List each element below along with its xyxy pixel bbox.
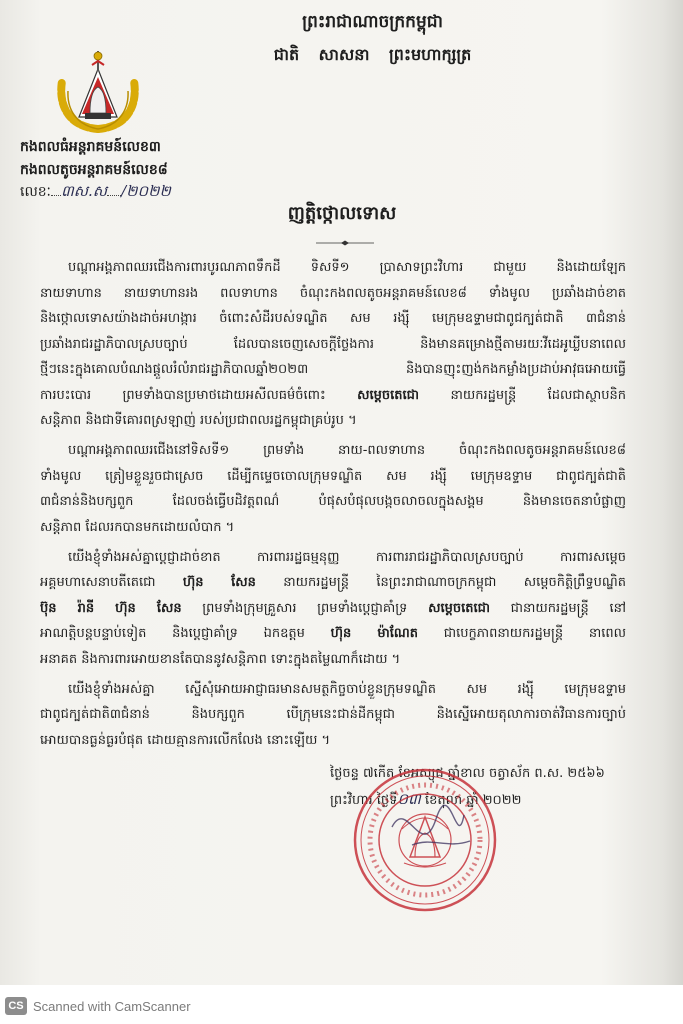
bold-name: ប៊ុន រ៉ានី ហ៊ុន សែន [40,600,182,616]
brigade-name: កងពលតូចអន្តរាគមន៍លេខ៨ [20,162,168,178]
text-line [40,255,626,281]
text-line [40,383,626,409]
kingdom-heading: ព្រះរាជាណាចក្រកម្ពុជា [302,12,443,32]
text-line [40,306,626,332]
text-segment: នាយករដ្ឋមន្ត្រី ដែលជាស្ថាបនិក [419,387,626,403]
text-line [40,357,626,383]
text-segment: ជាបេក្ខភាពនាយករដ្ឋមន្ត្រី នាពេល [418,626,626,641]
official-seal [352,767,498,913]
document-body [40,255,626,753]
bold-name: ហ៊ុន ម៉ាណែត [330,626,418,641]
text-line [40,647,626,673]
text-segment: បណ្តាអង្គភាពឈរជើងការពារបូរណភាពទឹកដី ទិសទី១ ប្រាសាទព្រះវិហារ ជាមួយ និងដោយឡែក [68,260,626,275]
text-segment: ព្រមទាំងក្រុមគ្រួសារ ព្រមទាំងប្តេជ្ញាគាំទ្រ [181,600,429,616]
text-line [40,515,626,541]
text-line [40,596,626,622]
bold-name: សម្តេចតេជោ [428,600,490,616]
bold-name: ហ៊ុន សែន [182,575,256,590]
national-motto: ជាតិ សាសនា ព្រះមហាក្សត្រ [273,45,472,64]
text-segment: និងថ្កោលទោសយ៉ាងដាច់អហង្ការ ចំពោះសំដីរបស់ទណ្ឌិត សម រង្ស៊ី មេក្រុមឧទ្ទាមជាពូជក្បត់ជាតិ ៣ជំនាន់ [40,311,626,326]
text-segment: សន្តិភាព និងជាទីគោរពស្រឡាញ់ របស់ប្រជាពលរដ្ឋកម្ពុជាគ្រប់រូប ។ [40,413,357,428]
text-line [40,545,626,571]
text-segment: យើងខ្ញុំទាំងអស់គ្នាប្តេជ្ញាដាច់ខាត ការពាររដ្ឋធម្មនុញ្ញ ការពាររាជរដ្ឋាភិបាលស្របច្បាប់ ការពារសម្តេច [68,549,626,565]
paragraph [40,545,626,673]
paragraph [40,677,626,754]
camscanner-logo-icon: CS [5,997,27,1015]
text-line [40,464,626,490]
text-segment: អាណត្តិបន្តបន្ទាប់ទៀត និងប្តេជ្ញាគាំទ្រ ឯកឧត្តម [40,626,331,641]
scanner-text: Scanned with CamScanner [33,998,191,1014]
lunar-date-line: ថ្ងៃចន្ទ ៧កើត ខែអស្សុជ ឆ្នាំខាល ចត្វាស័ក ព.ស. ២៥៦៦ [330,766,605,781]
text-segment: ទាំងមូល ត្រៀមខ្លួនរួចជាស្រេច ដើម្បីកម្ទេចចោលក្រុមទណ្ឌិត សម រង្ស៊ី មេក្រុមឧទ្ទាម ជាពូជក្បត់ជាតិ [40,468,626,484]
reference-label: លេខៈ [20,184,51,200]
text-line [40,570,626,596]
handwritten-ref-year: ២០២២ [126,182,171,200]
slash-mark: / [121,182,127,200]
dotted-leader [107,183,121,196]
text-segment: ថ្មីៗនេះក្នុងគោលបំណងផ្តួលរំលំរាជរដ្ឋាភិបាលឆ្នាំ២០២៣ និងបានញុះញង់កងកម្លាំងប្រដាប់អាវុធអោយធ្វើ [40,362,626,377]
text-line [40,677,626,703]
reference-number [20,180,220,203]
text-segment: ជាពូជក្បត់ជាតិ៣ជំនាន់ និងបក្សពួក បើក្រុមនេះជាន់ដីកម្ពុជា និងស្នើអោយតុលាការចាត់វិធានការច្បាប់ [40,707,626,722]
text-line [40,702,626,728]
text-line [40,332,626,358]
text-segment: អោយបានធ្ងន់ធ្ងរបំផុត ដោយគ្មានការលើកលែង នោះឡើយ ។ [40,732,331,748]
text-segment: សន្តិភាព ដែលរកបានមកដោយលំបាក ។ [40,519,235,535]
paragraph [40,255,626,434]
scanner-watermark [5,996,191,1016]
text-line [40,489,626,515]
text-segment: ៣ជំនាន់និងបក្សពួក ដែលចង់ធ្វើបដិវត្តពណ៌ បំផុសបំផុលបង្កចលាចលក្នុងសង្គម និងមានចេតនាបំផ្លាញ [40,494,626,509]
text-line [40,408,626,434]
handwritten-ref-number: ៣ស.ស [60,182,108,200]
bold-name: សម្តេចតេជោ [357,387,420,403]
document-title: ញត្តិថ្កោលទោស [287,203,397,224]
month-year: ខែតុលា ឆ្នាំ ២០២២ [424,793,522,808]
title-separator-ornament [316,240,374,246]
text-line [40,281,626,307]
division-name: កងពលធំអន្តរាគមន៍លេខ៣ [20,139,161,155]
text-line [40,728,626,754]
place-day-label: ព្រះវិហារ ថ្ងៃទី [330,793,398,808]
text-line [40,438,626,464]
paragraph [40,438,626,540]
text-segment: នាយទាហាន នាយទាហានរង ពលទាហាន ចំណុះកងពលតូចអន្តរាគមន៍លេខ៨ ទាំងមូល ប្រឆាំងដាច់ខាត [40,285,626,301]
text-segment: អគ្គមហាសេនាបតីតេជោ [40,575,183,590]
text-segment: ប្រឆាំងរាជរដ្ឋាភិបាលស្របច្បាប់ ដែលបានចេញសេចក្តីថ្លែងការ និងមានគម្រោងថ្មីតាមរយៈវីដេអូឃ្លីបនាពេល [40,336,626,352]
text-segment: ការបះបោរ ព្រមទាំងបានប្រមាថដោយអសីលធម៌ចំពោះ [40,387,358,403]
text-segment: យើងខ្ញុំទាំងអស់គ្នា ស្នើសុំអោយអាជ្ញាធរមានសមត្ថកិច្ចចាប់ខ្លួនក្រុមទណ្ឌិត សម រង្ស៊ី មេក្រុមឧទ្ទាម [68,681,626,697]
dotted-leader [51,183,61,196]
text-segment: អនាគត និងការពារអោយខានតែបាននូវសន្តិភាព ទោះក្នុងតម្លៃណាក៏ដោយ ។ [40,651,401,667]
handwritten-day: ០៣ [397,790,421,808]
unit-emblem-logo [52,47,144,133]
text-line [40,621,626,647]
text-segment: នាយករដ្ឋមន្ត្រី នៃព្រះរាជាណាចក្រកម្ពុជា សម្តេចកិត្តិព្រឹទ្ធបណ្ឌិត [255,575,626,590]
text-segment: បណ្តាអង្គភាពឈរជើងនៅទិសទី១ ព្រមទាំង នាយ-ពលទាហាន ចំណុះកងពលតូចអន្តរាគមន៍លេខ៨ [68,443,626,458]
text-segment: ជានាយករដ្ឋមន្ត្រី នៅ [489,600,626,616]
